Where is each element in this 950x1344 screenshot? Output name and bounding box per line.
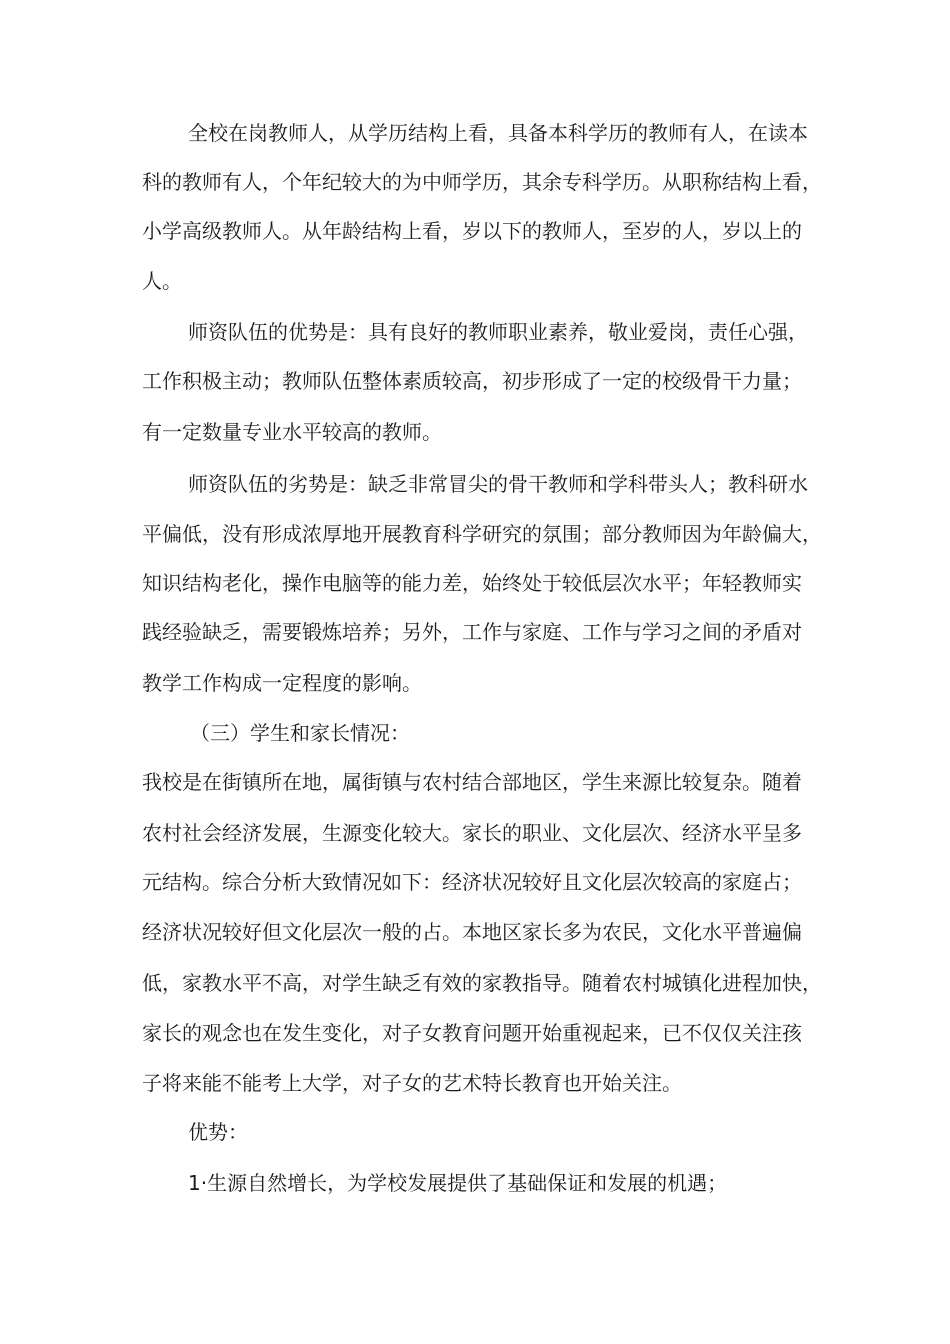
text-line: 元结构。综合分析大致情况如下：经济状况较好且文化层次较高的家庭占； [142,870,802,894]
text-line: 全校在岗教师人，从学历结构上看，具备本科学历的教师有人，在读本 [188,121,808,145]
text-line: 子将来能不能考上大学，对子女的艺术特长教育也开始关注。 [142,1071,682,1095]
text-line: 人。 [142,269,182,293]
text-line: 师资队伍的优势是：具有良好的教师职业素养，敬业爱岗，责任心强， [188,320,808,344]
text-line: 低，家教水平不高，对学生缺乏有效的家教指导。随着农村城镇化进程加快， [142,971,822,995]
text-line: 我校是在街镇所在地，属街镇与农村结合部地区，学生来源比较复杂。随着 [142,770,802,794]
section-heading: （三）学生和家长情况： [190,721,410,745]
list-item: 1·生源自然增长，为学校发展提供了基础保证和发展的机遇； [188,1171,728,1195]
subheading: 优势： [188,1120,248,1144]
text-line: 科的教师有人，个年纪较大的为中师学历，其余专科学历。从职称结构上看， [142,170,822,194]
text-line: 知识结构老化，操作电脑等的能力差，始终处于较低层次水平；年轻教师实 [142,571,802,595]
text-line: 小学高级教师人。从年龄结构上看，岁以下的教师人，至岁的人，岁以上的 [142,219,802,243]
text-line: 农村社会经济发展，生源变化较大。家长的职业、文化层次、经济水平呈多 [142,821,802,845]
text-line: 有一定数量专业水平较高的教师。 [142,420,442,444]
text-line: 经济状况较好但文化层次一般的占。本地区家长多为农民，文化水平普遍偏 [142,920,802,944]
text-line: 工作积极主动；教师队伍整体素质较高，初步形成了一定的校级骨干力量； [142,369,802,393]
text-line: 教学工作构成一定程度的影响。 [142,671,422,695]
text-line: 家长的观念也在发生变化，对子女教育问题开始重视起来，已不仅仅关注孩 [142,1021,802,1045]
text-line: 平偏低，没有形成浓厚地开展教育科学研究的氛围；部分教师因为年龄偏大， [142,522,822,546]
text-line: 践经验缺乏，需要锻炼培养；另外，工作与家庭、工作与学习之间的矛盾对 [142,620,802,644]
text-line: 师资队伍的劣势是：缺乏非常冒尖的骨干教师和学科带头人；教科研水 [188,472,808,496]
